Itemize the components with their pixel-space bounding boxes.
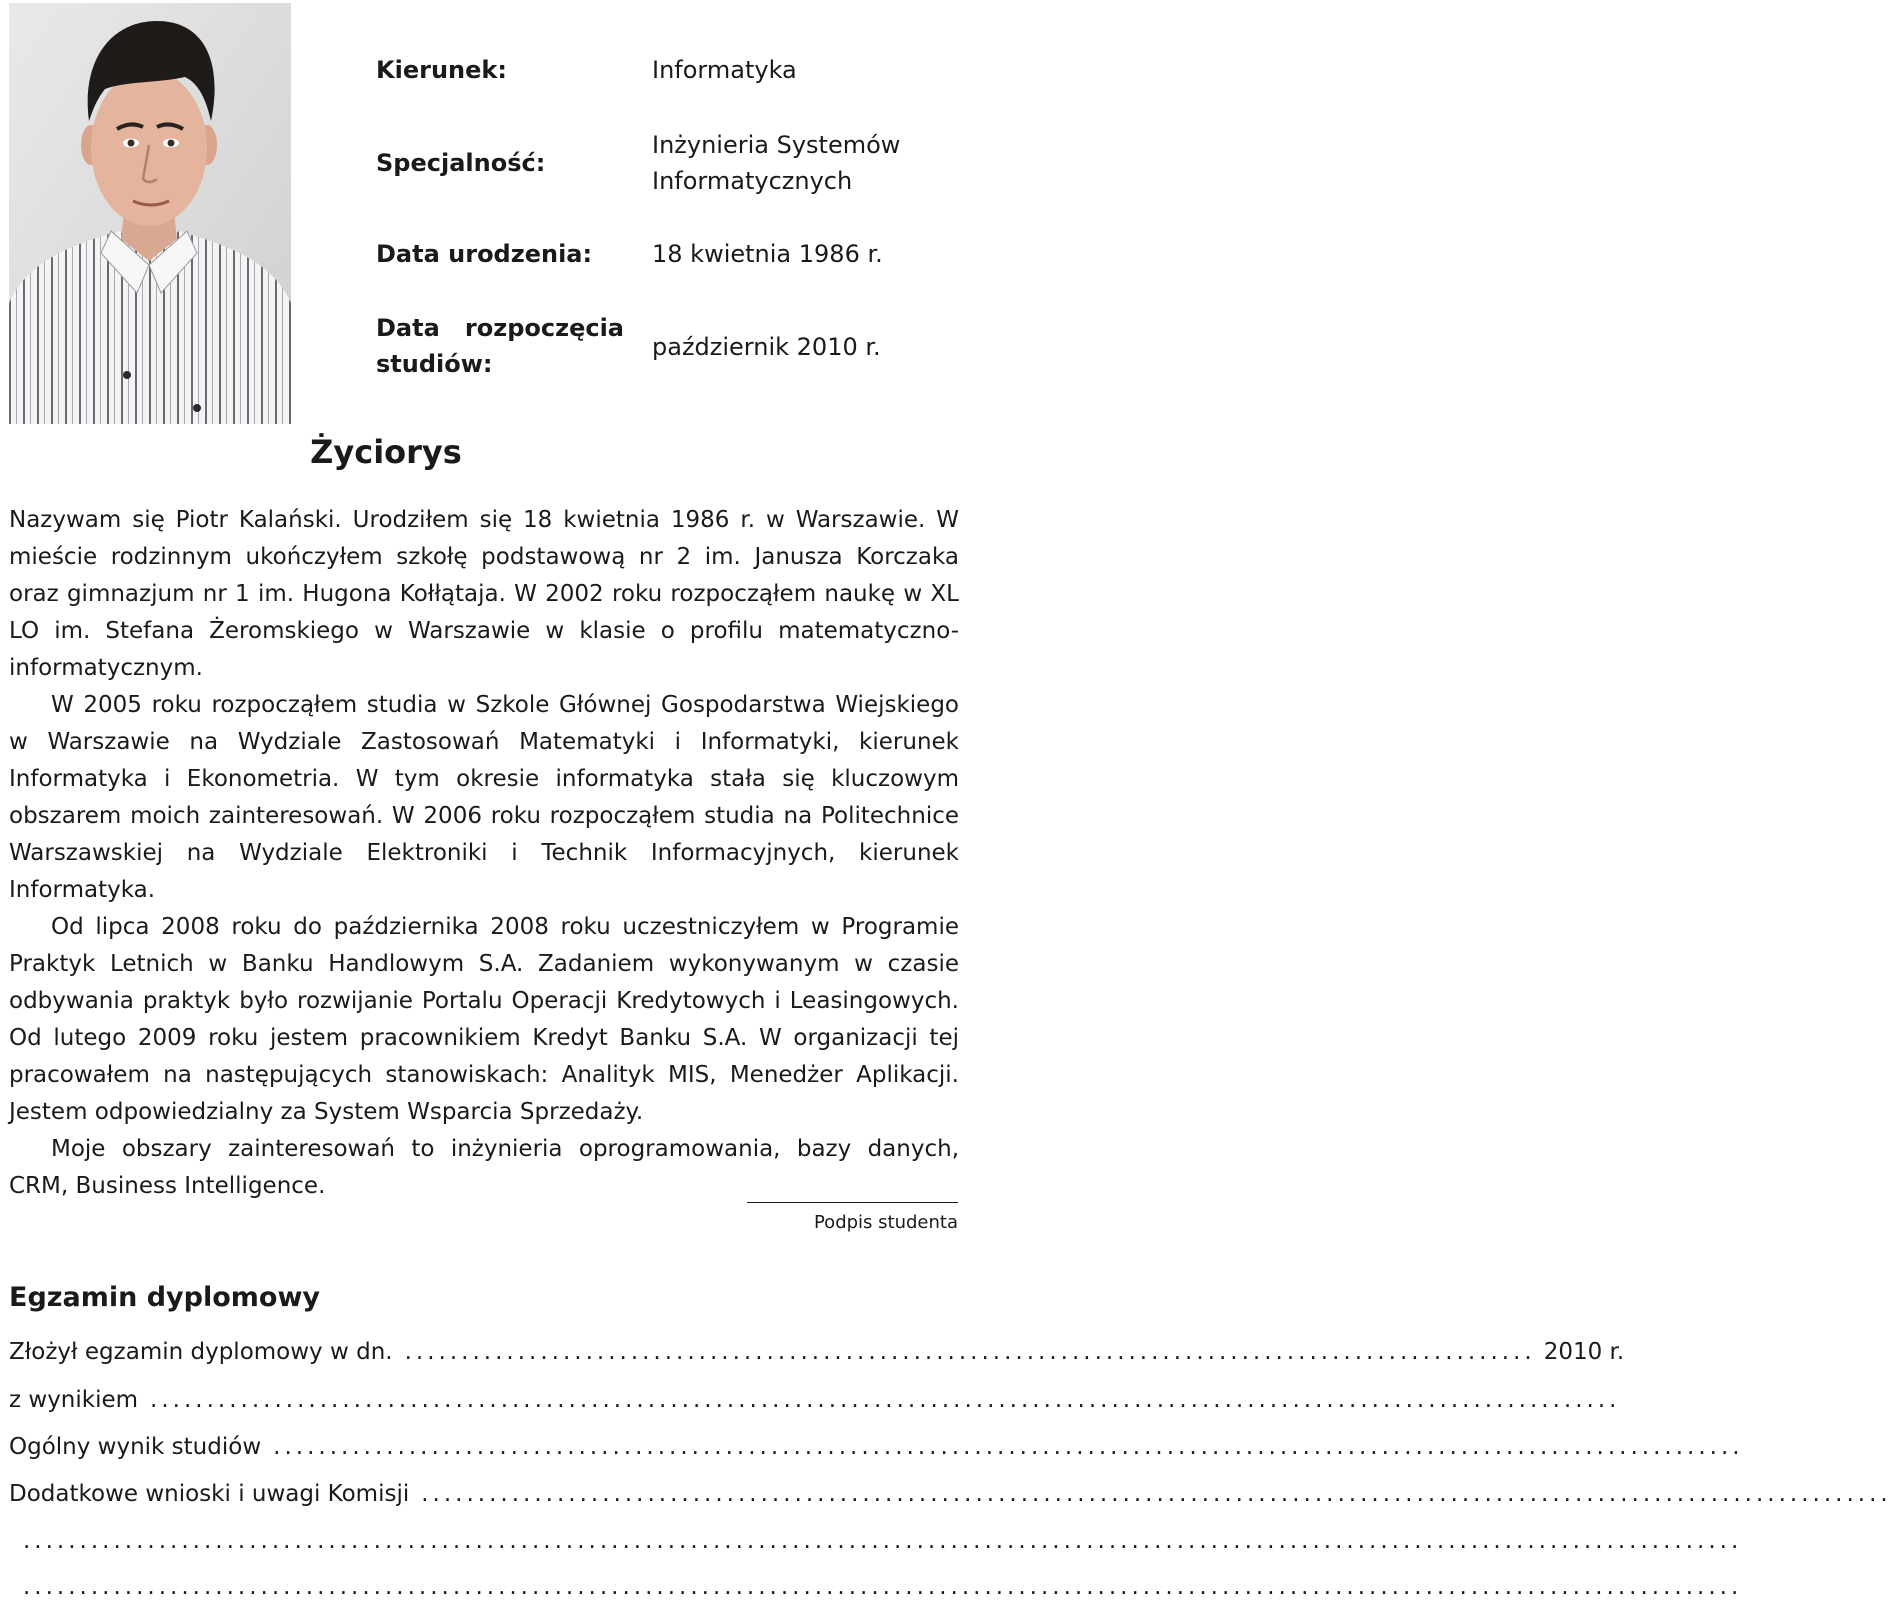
zyciorys-paragraph: Nazywam się Piotr Kalański. Urodziłem się 18 kwietnia 1986 r. w Warszawie. W mieście rodzinnym ukończyłem szkołę podstawową nr 2 im. Janusza Korczaka oraz gimnazjum nr 1 im. Hugona Kołłątaja. W 2002 roku rozpocząłem naukę w XL LO im. Stefana Żeromskiego w Warszawie w klasie o profilu matematyczno-informatycznym.: [9, 507, 959, 681]
signature-line: [747, 1202, 958, 1203]
data-urodzenia-label: Data urodzenia:: [376, 240, 593, 268]
exam-year-suffix: 2010 r.: [1543, 1339, 1625, 1365]
kierunek-label: Kierunek:: [376, 56, 507, 84]
zyciorys-title: Życiorys: [310, 433, 462, 471]
dotted-fill-line: ....................................................................................................: [404, 1339, 1536, 1365]
data-rozpoczecia-label-line1: Data rozpoczęcia: [376, 314, 624, 342]
signature-label: Podpis studenta: [813, 1212, 958, 1233]
dotted-fill-line: ..................................................................................................................................: [421, 1481, 1892, 1507]
data-rozpoczecia-label-line2: studiów:: [376, 350, 493, 378]
specjalnosc-label: Specjalność:: [376, 149, 546, 177]
zyciorys-paragraph: Od lipca 2008 roku do października 2008 roku uczestniczyłem w Programie Praktyk Letnich w Banku Handlowym S.A. Zadaniem wykonywanym w czasie odbywania praktyk było rozwijanie Portalu Operacji Kredytowych i Leasingowych. Od lutego 2009 roku jestem pracownikiem Kredyt Banku S.A. W organizacji tej pracowałem na następujących stanowiskach: Analityk MIS, Menedżer Aplikacji. Jestem odpowiedzialny za System Wsparcia Sprzedaży.: [9, 914, 959, 1125]
committee-remarks-label: Dodatkowe wnioski i uwagi Komisji: [9, 1481, 410, 1507]
remarks-line: [9, 1569, 1743, 1605]
overall-result-label: Ogólny wynik studiów: [9, 1434, 262, 1460]
specjalnosc-value-line1: Inżynieria Systemów: [652, 131, 901, 159]
zyciorys-body: [9, 502, 959, 1205]
zyciorys-paragraph: Moje obszary zainteresowań to inżynieria oprogramowania, bazy danych, CRM, Business Intelligence.: [9, 1136, 959, 1199]
exam-date-row: [9, 1334, 1625, 1370]
kierunek-value: Informatyka: [652, 56, 797, 84]
committee-remarks-row: [9, 1476, 1892, 1512]
data-rozpoczecia-value: październik 2010 r.: [652, 333, 881, 361]
specjalnosc-value-line2: Informatycznych: [652, 167, 853, 195]
data-urodzenia-value: 18 kwietnia 1986 r.: [652, 240, 883, 268]
student-photo: [9, 3, 291, 424]
exam-date-label: Złożył egzamin dyplomowy w dn.: [9, 1339, 393, 1365]
portrait-image: [9, 3, 291, 424]
exam-result-row: [9, 1382, 1621, 1418]
exam-result-label: z wynikiem: [9, 1387, 139, 1413]
dotted-fill-line: ..................................................................................................................................: [273, 1434, 1744, 1460]
egzamin-title: Egzamin dyplomowy: [9, 1282, 321, 1313]
dotted-fill-line: ..................................................................................................................................: [150, 1387, 1621, 1413]
dotted-fill-line: ........................................................................................................................................................: [23, 1528, 1743, 1554]
dotted-fill-line: ........................................................................................................................................................: [23, 1574, 1743, 1600]
zyciorys-paragraph: W 2005 roku rozpocząłem studia w Szkole Głównej Gospodarstwa Wiejskiego w Warszawie na Wydziale Zastosowań Matematyki i Informatyki, kierunek Informatyka i Ekonometria. W tym okresie informatyka stała się kluczowym obszarem moich zainteresowań. W 2006 roku rozpocząłem studia na Politechnice Warszawskiej na Wydziale Elektroniki i Technik Informacyjnych, kierunek Informatyka.: [9, 692, 959, 903]
overall-result-row: [9, 1429, 1744, 1465]
remarks-line: [9, 1523, 1743, 1559]
